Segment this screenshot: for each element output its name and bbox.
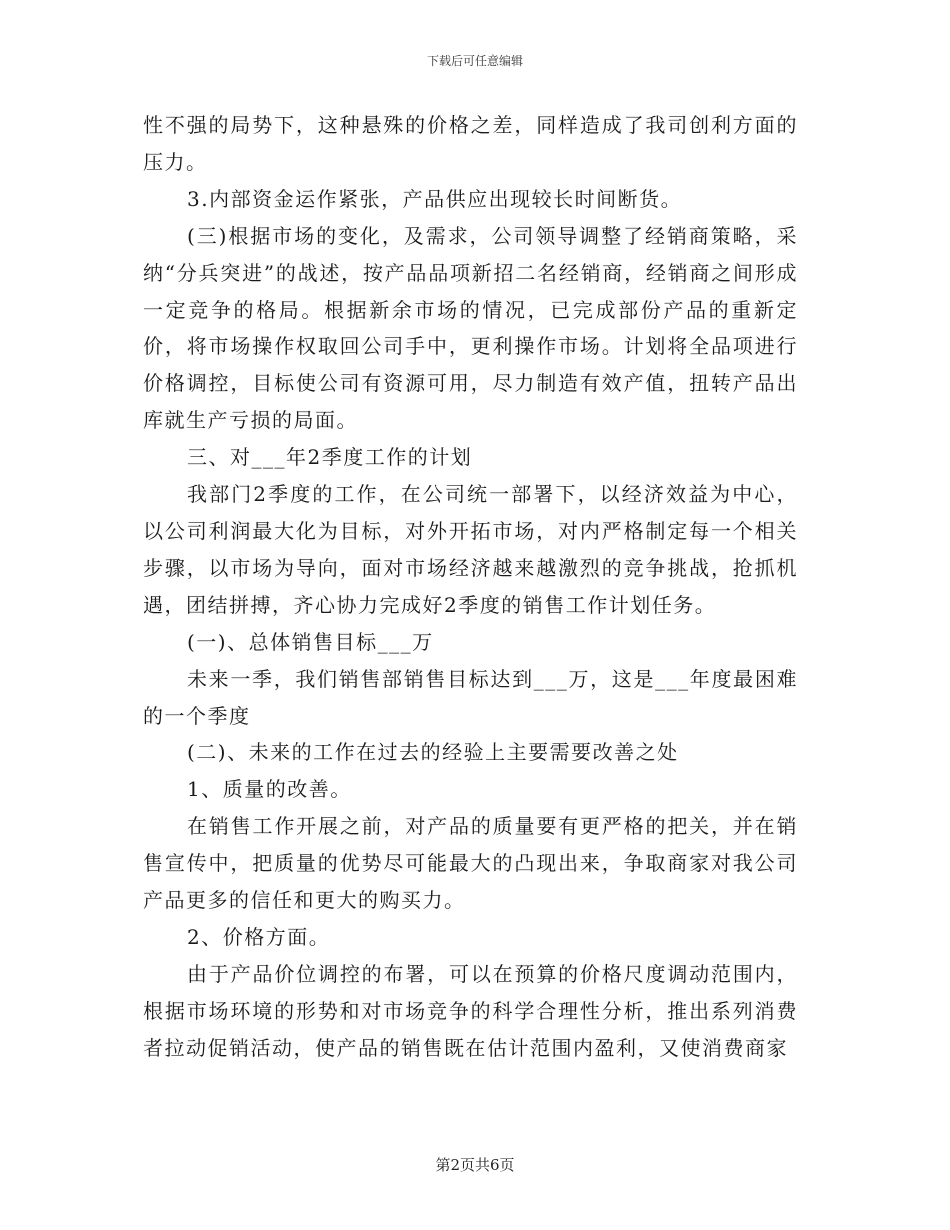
paragraph: 我部门2季度的工作，在公司统一部署下，以经济效益为中心，以公司利润最大化为目标，对外开拓市场，对内严格制定每一个相关步骤，以市场为导向，面对市场经济越来越激烈的竞争挑战，抢抓机遇，团结拼搏，齐心协力完成好2季度的销售工作计划任务。: [143, 482, 798, 617]
paragraph: 未来一季，我们销售部销售目标达到___万，这是___年度最困难的一个季度: [143, 666, 798, 728]
paragraph: (三)根据市场的变化，及需求，公司领导调整了经销商策略，采纳“分兵突进”的战述，按产品品项新招二名经销商，经销商之间形成一定竞争的格局。根据新余市场的情况，已完成部份产品的重新定价，将市场操作权取回公司手中，更利操作市场。计划将全品项进行价格调控，目标使公司有资源可用，尽力制造有效产值，扭转产品出库就生产亏损的局面。: [143, 223, 798, 433]
paragraph: 由于产品价位调控的布署，可以在预算的价格尺度调动范围内，根据市场环境的形势和对市场竞争的科学合理性分析，推出系列消费者拉动促销活动，使产品的销售既在估计范围内盈利，又使消费商家: [143, 961, 798, 1060]
paragraph: 在销售工作开展之前，对产品的质量要有更严格的把关，并在销售宣传中，把质量的优势尽可能最大的凸现出来，争取商家对我公司产品更多的信任和更大的购买力。: [143, 814, 798, 913]
list-item-heading: 2、价格方面。: [187, 924, 331, 949]
paragraph: 3.内部资金运作紧张，产品供应出现较长时间断货。: [187, 186, 683, 211]
list-item-heading: 1、质量的改善。: [187, 777, 352, 802]
document-body: [143, 107, 798, 1067]
page-header-note: 下载后可任意编辑: [426, 54, 523, 68]
section-heading: 三、对___年2季度工作的计划: [187, 445, 473, 470]
page-number-footer: 第2页共6页: [435, 1156, 515, 1174]
subsection-heading: (一)、总体销售目标___万: [187, 629, 434, 654]
subsection-heading: (二)、未来的工作在过去的经验上主要需要改善之处: [187, 740, 679, 765]
paragraph: 性不强的局势下，这种悬殊的价格之差，同样造成了我司创利方面的压力。: [143, 113, 798, 174]
